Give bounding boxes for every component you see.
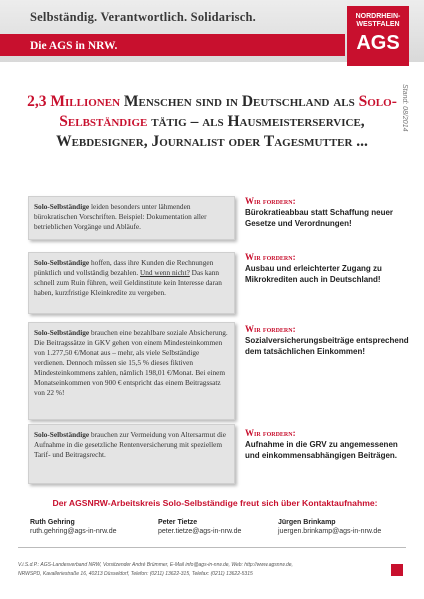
demand-title: Wir fordern: xyxy=(245,252,296,262)
claim-box-2 xyxy=(28,252,235,314)
headline xyxy=(20,92,404,152)
claim-underlined: Und wenn nicht? xyxy=(140,268,190,277)
demand-2 xyxy=(245,252,410,285)
demand-title: Wir fordern: xyxy=(245,324,296,334)
headline-text-1: Menschen sind in Deutschland als xyxy=(120,93,359,110)
logo-region: NORDRHEIN-WESTFALEN xyxy=(355,13,401,28)
headline-keyword: Solo-Selbständige xyxy=(59,93,397,130)
claim-text: hoffen, dass ihre Kunden die Rechnungen pünktlich und vollständig bezahlen. xyxy=(34,258,214,277)
contact-headline: Der AGSNRW-Arbeitskreis Solo-Selbständige freut sich über Kontaktaufnahme: xyxy=(52,498,378,508)
contact-person-3 xyxy=(278,518,381,536)
claim-box-4 xyxy=(28,424,235,484)
claim-keyword: Solo-Selbständige xyxy=(34,202,90,211)
claim-text: brauchen zur Vermeidung von Altersarmut die Aufnahme in die gesetzliche Rentenversicherung mit speziellem Tarif- und Beitragsrecht. xyxy=(34,430,227,459)
demand-text: Bürokratieabbau statt Schaffung neuer Gesetze und Verordnungen! xyxy=(245,208,394,228)
imprint xyxy=(18,561,383,579)
claim-box-1 xyxy=(28,196,235,240)
headline-text-2: tätig – als Hausmeisterservice, Webdesigner, Journalist oder Tagesmutter ... xyxy=(56,113,368,150)
demand-text: Sozialversicherungsbeiträge entsprechend dem tatsächlichen Einkommen! xyxy=(245,336,409,356)
claim-box-3 xyxy=(28,322,235,420)
footer-divider xyxy=(18,547,406,548)
contact-name: Peter Tietze xyxy=(158,519,198,526)
contact-email[interactable]: ruth.gehring@ags-in-nrw.de xyxy=(30,528,117,535)
header-subline: Die AGS in NRW. xyxy=(30,40,118,52)
demand-1 xyxy=(245,196,410,229)
header-slogan: Selbständig. Verantwortlich. Solidarisch. xyxy=(30,10,256,24)
demand-4 xyxy=(245,428,410,461)
claim-text: brauchen eine bezahlbare soziale Absicherung. Die Beitragssätze in GKV gehen von einem Mindesteinkommen von 1.277,50 €/Monat aus – mehr, als viele Selbständige verdienen. Dennoch müssen sie 15,5 % dieses fiktiven Mindesteinkommens zahlen, nämlich 198,01 €/Monat. Bei einem Monatseinkommen von 900 € entspricht das einem Beitragssatz von 22 %! xyxy=(34,328,228,397)
headline-number: 2,3 Millionen xyxy=(27,93,121,110)
imprint-line-1: V.i.S.d.P.: AGS-Landesverband NRW, Vorsitzender André Brümmer, E-Mail info@ags-in-nrw.de, Web: http://www.agsnrw.de, xyxy=(18,562,293,568)
imprint-line-2: NRWSPD, Kavalleriestraße 16, 40213 Düsseldorf, Telefon: (0211) 13622-315, Telefax: (0211) 13622-5315 xyxy=(18,571,253,577)
claim-text-2: Das kann schnell zum Ruin führen, weil Geldinstitute kein Interesse daran haben, kurzfristige Kleinkredite zu vergeben. xyxy=(34,268,222,297)
demand-3 xyxy=(245,324,410,357)
demand-text: Ausbau und erleichterter Zugang zu Mikrokrediten auch in Deutschland! xyxy=(245,264,382,284)
contact-person-2 xyxy=(158,518,241,536)
demand-title: Wir fordern: xyxy=(245,428,296,438)
ags-logo xyxy=(347,6,409,66)
contact-name: Ruth Gehring xyxy=(30,519,75,526)
logo-text: AGS xyxy=(356,32,400,54)
contact-name: Jürgen Brinkamp xyxy=(278,519,336,526)
claim-text: leiden besonders unter lähmenden bürokratischen Vorschriften. Beispiel: Dokumentation aller betrieblichen Vorgänge und Abläufe. xyxy=(34,202,207,231)
contact-person-1 xyxy=(30,518,117,536)
demand-title: Wir fordern: xyxy=(245,196,296,206)
claim-keyword: Solo-Selbständige xyxy=(34,328,90,337)
contact-email[interactable]: juergen.brinkamp@ags-in-nrw.de xyxy=(278,528,382,535)
footer-red-square xyxy=(391,564,403,576)
claim-keyword: Solo-Selbständige xyxy=(34,430,90,439)
claim-keyword: Solo-Selbständige xyxy=(34,258,90,267)
stand-date: Stand: 08/2014 xyxy=(401,84,408,132)
contact-email[interactable]: peter.tietze@ags-in-nrw.de xyxy=(158,528,242,535)
demand-text: Aufnahme in die GRV zu angemessenen und einkommensabhängigen Beiträgen. xyxy=(245,440,398,460)
